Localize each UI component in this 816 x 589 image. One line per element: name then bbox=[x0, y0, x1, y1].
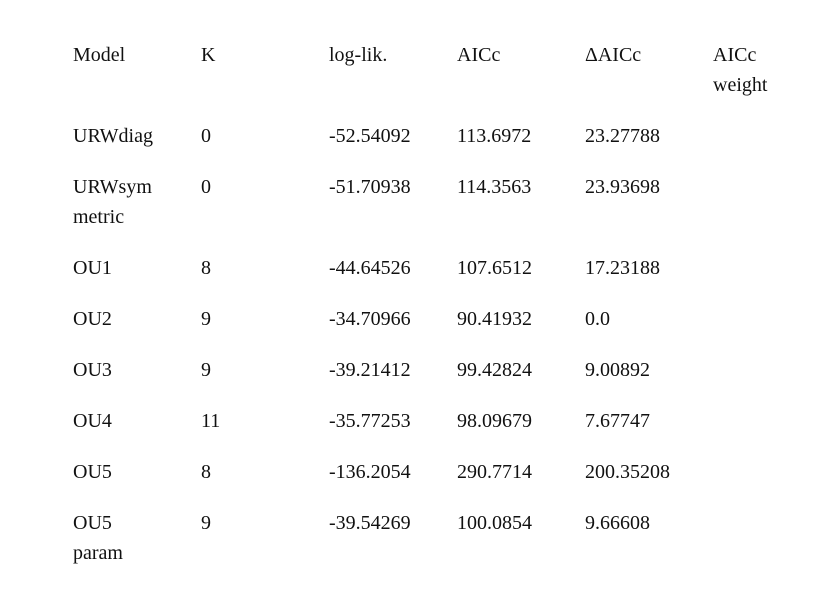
table-row bbox=[73, 355, 783, 385]
model-comparison-table bbox=[73, 40, 783, 589]
header-model bbox=[73, 40, 201, 70]
table-row bbox=[73, 121, 783, 151]
cell-aicc: 113.6972 bbox=[457, 125, 532, 147]
cell-delta-aicc: 9.66608 bbox=[585, 512, 650, 534]
table-row bbox=[73, 457, 783, 487]
cell-k: 0 bbox=[201, 176, 211, 198]
cell-loglik: -44.64526 bbox=[329, 257, 411, 279]
header-loglik-text: log-lik. bbox=[329, 44, 388, 66]
cell-delta-aicc: 0.0 bbox=[585, 308, 610, 330]
cell-delta-aicc: 9.00892 bbox=[585, 359, 650, 381]
model-name-line2: metric bbox=[73, 206, 125, 228]
cell-delta-aicc: 7.67747 bbox=[585, 410, 650, 432]
model-name: OU5 bbox=[73, 461, 112, 483]
cell-loglik: -35.77253 bbox=[329, 410, 411, 432]
model-name-line2: param bbox=[73, 542, 123, 564]
cell-k: 9 bbox=[201, 359, 211, 381]
cell-model bbox=[73, 121, 201, 151]
cell-aicc: 107.6512 bbox=[457, 257, 532, 279]
model-name: OU3 bbox=[73, 359, 112, 381]
cell-model bbox=[73, 172, 201, 232]
cell-delta-aicc: 200.35208 bbox=[585, 461, 670, 483]
cell-aicc: 290.7714 bbox=[457, 461, 532, 483]
cell-model bbox=[73, 355, 201, 385]
model-name: OU2 bbox=[73, 308, 112, 330]
cell-loglik: -34.70966 bbox=[329, 308, 411, 330]
cell-k: 0 bbox=[201, 125, 211, 147]
model-name: OU4 bbox=[73, 410, 112, 432]
header-aicc-weight bbox=[713, 40, 783, 100]
header-delta-aicc bbox=[585, 40, 713, 70]
header-aicc-weight-line2: weight bbox=[713, 74, 768, 96]
model-name: URWdiag bbox=[73, 125, 153, 147]
header-k-text: K bbox=[201, 44, 216, 66]
header-aicc bbox=[457, 40, 585, 70]
cell-delta-aicc: 23.93698 bbox=[585, 176, 660, 198]
cell-delta-aicc: 17.23188 bbox=[585, 257, 660, 279]
header-aicc-text: AICc bbox=[457, 44, 501, 66]
table-row bbox=[73, 253, 783, 283]
cell-k: 8 bbox=[201, 461, 211, 483]
cell-aicc: 98.09679 bbox=[457, 410, 532, 432]
cell-aicc: 90.41932 bbox=[457, 308, 532, 330]
cell-aicc: 99.42824 bbox=[457, 359, 532, 381]
table-row bbox=[73, 172, 783, 232]
table-row bbox=[73, 406, 783, 436]
cell-k: 9 bbox=[201, 512, 211, 534]
model-name: OU1 bbox=[73, 257, 112, 279]
header-aicc-weight-line1: AICc bbox=[713, 44, 757, 66]
cell-k: 9 bbox=[201, 308, 211, 330]
table-header-row bbox=[73, 40, 783, 100]
model-name-line1: URWsym bbox=[73, 176, 152, 198]
cell-loglik: -136.2054 bbox=[329, 461, 411, 483]
cell-k: 11 bbox=[201, 410, 221, 432]
cell-aicc: 100.0854 bbox=[457, 512, 532, 534]
header-loglik bbox=[329, 40, 457, 70]
cell-loglik: -51.70938 bbox=[329, 176, 411, 198]
table-row bbox=[73, 304, 783, 334]
table-row bbox=[73, 508, 783, 568]
header-k bbox=[201, 40, 329, 70]
cell-loglik: -39.21412 bbox=[329, 359, 411, 381]
cell-aicc: 114.3563 bbox=[457, 176, 532, 198]
header-model-text: Model bbox=[73, 44, 126, 66]
header-delta-aicc-text: ΔAICc bbox=[585, 44, 642, 66]
cell-model bbox=[73, 253, 201, 283]
cell-delta-aicc: 23.27788 bbox=[585, 125, 660, 147]
cell-loglik: -39.54269 bbox=[329, 512, 411, 534]
cell-k: 8 bbox=[201, 257, 211, 279]
cell-loglik: -52.54092 bbox=[329, 125, 411, 147]
cell-model bbox=[73, 508, 201, 568]
model-name-line1: OU5 bbox=[73, 512, 112, 534]
cell-model bbox=[73, 406, 201, 436]
cell-model bbox=[73, 304, 201, 334]
cell-model bbox=[73, 457, 201, 487]
